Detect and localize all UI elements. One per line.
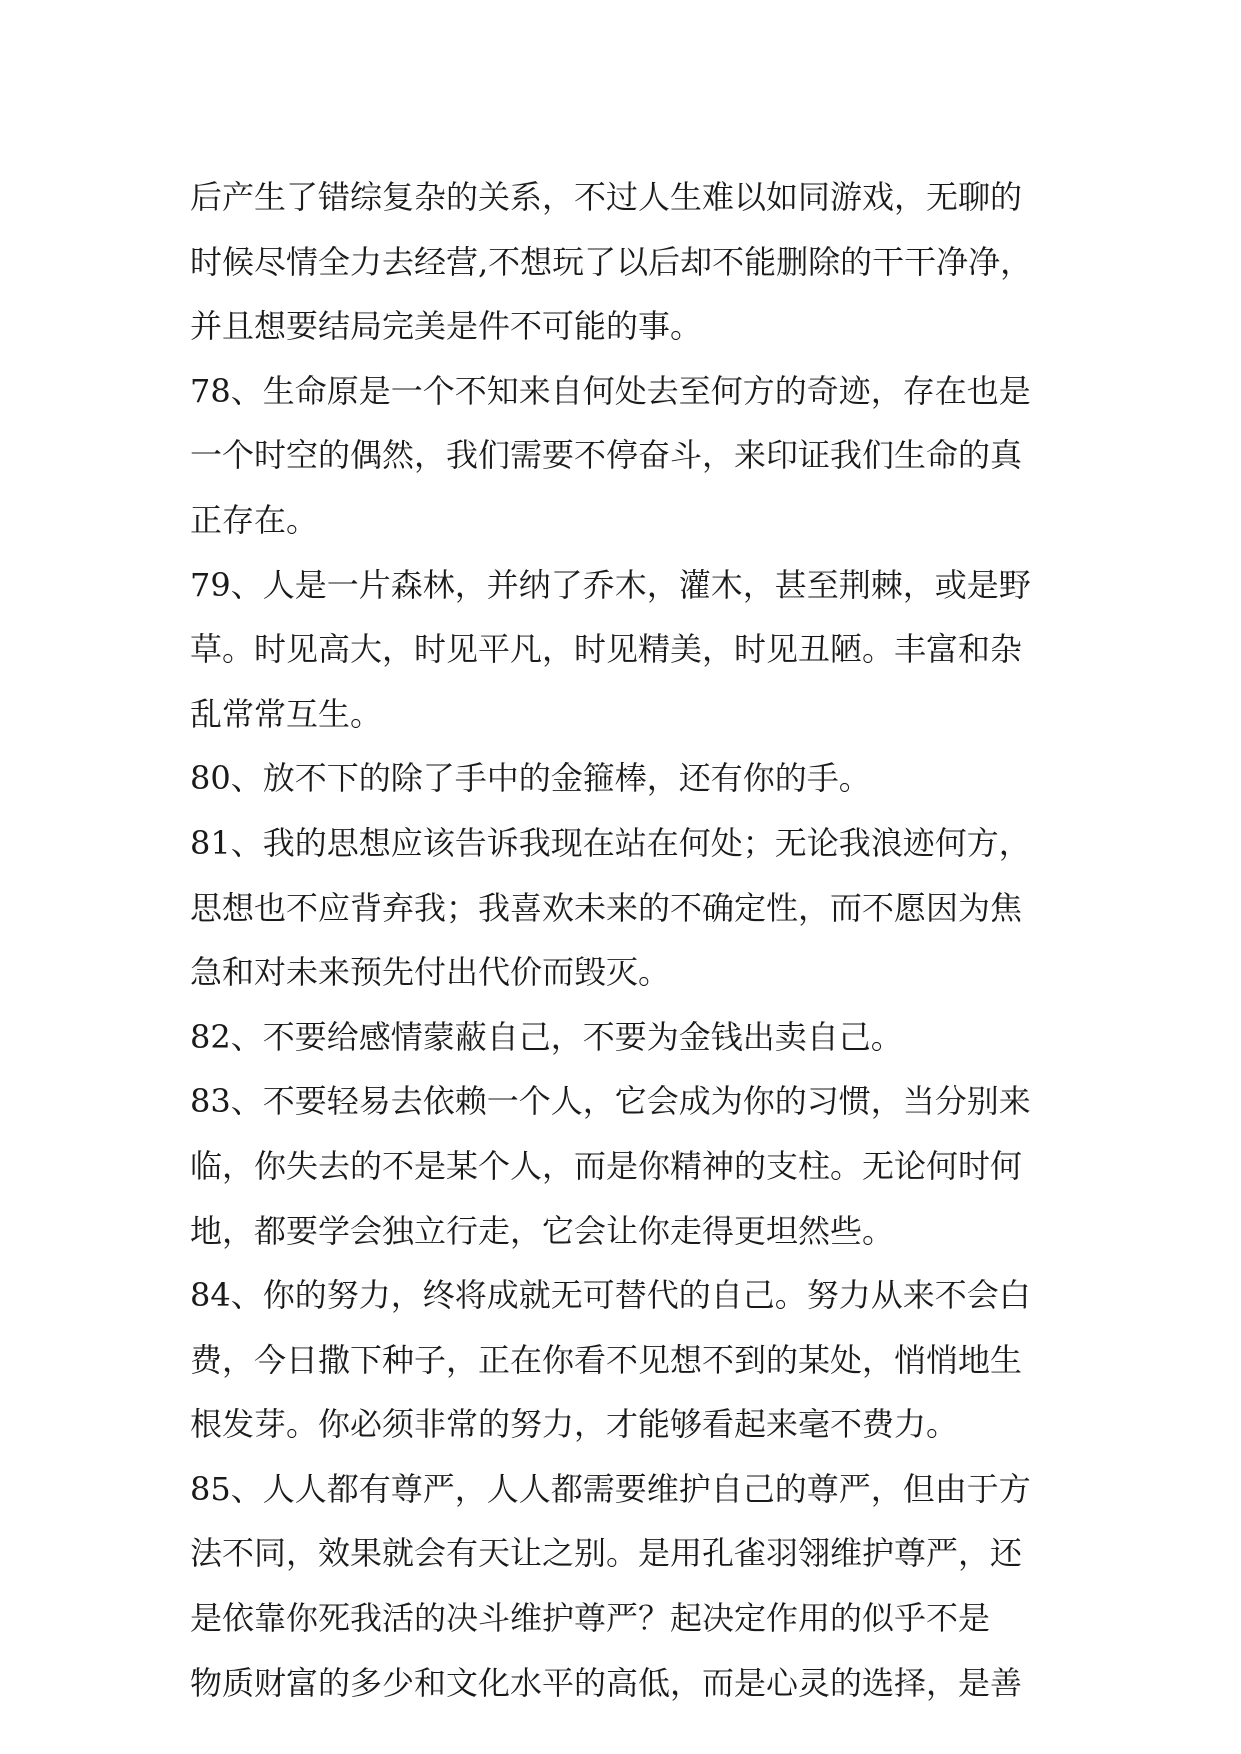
text-line: 79、人是一片森林，并纳了乔木，灌木，甚至荆棘，或是野 — [190, 565, 1031, 604]
text-line: 82、不要给感情蒙蔽自己，不要为金钱出卖自己。 — [190, 1017, 903, 1056]
text-line: 84、你的努力，终将成就无可替代的自己。努力从来不会白 — [190, 1276, 1031, 1315]
text-line: 根发芽。你必须非常的努力，才能够看起来毫不费力。 — [190, 1405, 959, 1444]
text-line: 85、人人都有尊严，人人都需要维护自己的尊严，但由于方 — [190, 1469, 1031, 1508]
text-line: 并且想要结局完美是件不可能的事。 — [190, 307, 703, 346]
body-text — [190, 165, 1090, 1715]
text-line: 83、不要轻易去依赖一个人，它会成为你的习惯，当分别来 — [190, 1082, 1031, 1121]
text-line: 草。时见高大，时见平凡，时见精美，时见丑陋。丰富和杂 — [190, 630, 1023, 669]
text-line: 正存在。 — [190, 500, 319, 539]
text-line: 时候尽情全力去经营,不想玩了以后却不能删除的干干净净， — [190, 242, 1033, 281]
text-line: 物质财富的多少和文化水平的高低，而是心灵的选择，是善 — [190, 1663, 1023, 1702]
text-line: 乱常常互生。 — [190, 694, 383, 733]
text-line: 一个时空的偶然，我们需要不停奋斗，来印证我们生命的真 — [190, 436, 1023, 475]
text-line: 后产生了错综复杂的关系，不过人生难以如同游戏，无聊的 — [190, 178, 1023, 216]
text-line: 法不同，效果就会有天让之别。是用孔雀羽翎维护尊严，还 — [190, 1534, 1023, 1573]
text-line: 急和对未来预先付出代价而毁灭。 — [190, 953, 671, 992]
text-line: 费，今日撒下种子，正在你看不见想不到的某处，悄悄地生 — [190, 1340, 1023, 1379]
text-line: 81、我的思想应该告诉我现在站在何处；无论我浪迹何方， — [190, 823, 1031, 862]
text-line: 思想也不应背弃我；我喜欢未来的不确定性，而不愿因为焦 — [190, 888, 1023, 927]
text-line: 临，你失去的不是某个人，而是你精神的支柱。无论何时何 — [190, 1146, 1023, 1185]
text-line: 78、生命原是一个不知来自何处去至何方的奇迹，存在也是 — [190, 371, 1031, 410]
text-line: 地，都要学会独立行走，它会让你走得更坦然些。 — [190, 1211, 895, 1250]
text-line: 是依靠你死我活的决斗维护尊严？起决定作用的似乎不是 — [190, 1599, 991, 1638]
text-line: 80、放不下的除了手中的金箍棒，还有你的手。 — [190, 759, 871, 798]
